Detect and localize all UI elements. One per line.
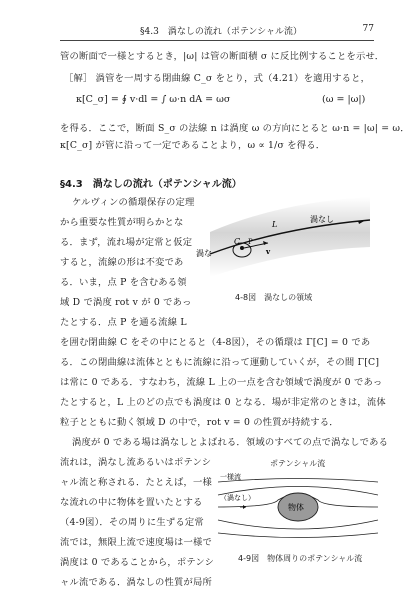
label-body: 物体 [288,503,304,512]
label-v: v [266,247,271,256]
point-P [240,246,244,250]
text-line: を囲む閉曲線 C をその中にとると（4-8図），その循環は Γ[C] = 0 であ [60,337,371,348]
label-whirl: 渦なし [310,215,334,224]
header-section-title: §4.3 渦なしの流れ（ポテンシャル流） [140,27,302,37]
text-line: たとすると，L 上のどの点でも渦度は 0 となる．場が非定常のときは，流体 [60,397,386,408]
text-line: ャル流である．渦なしの性質が局所 [60,577,212,588]
text-line: ケルヴィンの循環保存の定理 [72,197,195,208]
text-line: 管の断面で一様とするとき，|ω| は管の断面積 σ に反比例することを示せ． [60,51,385,62]
text-line: （4-9図）．その周りに生ずる定常 [60,517,204,528]
equation-body: κ[C_σ] = ∮ v·dl = ∫ ω·n dA = ωσ [76,94,231,105]
text-line: 渦度は 0 であることから，ポテンシ [60,557,215,568]
text-line: すると，流線の形は不変であ [60,257,184,268]
text-line: を得る．ここで，断面 S_σ の法線 n は渦度 ω の方向にとると ω·n = |ω| = ω． [60,123,410,134]
figure-4-8 [196,192,370,287]
equation-tag: (ω = |ω|) [322,94,366,105]
text-line: る．まず，流れ場が定常と仮定 [60,237,193,248]
streamline [218,479,378,483]
figure-4-9 [218,470,378,545]
header-rule [60,40,374,41]
text-line: たとする．点 P を通る流線 L [60,317,187,328]
figure-4-9-label-potential: ポテンシャル流 [270,459,326,468]
text-line: κ[C_σ] が管に沿って一定であることより，ω ∝ 1/σ を得る． [60,140,326,151]
streamline [218,533,378,538]
text-line: る．いま，点 P を含むある領 [60,277,187,288]
text-line: 流では，無限上流で速度場は一様で [60,537,212,548]
page-number: 77 [362,24,374,34]
section-heading: §4.3 渦なしの流れ（ポテンシャル流） [60,179,242,190]
equation [76,94,366,105]
text-line: 域 D で渦度 rot v が 0 であっ [60,297,192,308]
label-L: L [272,220,278,229]
label-uniform: 一様流 [220,473,241,481]
text-line: から重要な性質が明らかとな [60,217,184,228]
label-nowhirl-left: 渦な [196,249,212,258]
figure-4-8-caption: 4-8図 渦なしの領域 [235,293,313,302]
figure-4-9-caption: 4-9図 物体周りのポテンシャル流 [238,554,363,563]
label-P: P [248,238,253,246]
text-line: 流れは，渦なし流あるいはポテンシ [60,457,212,468]
flow-arrowhead [243,505,246,509]
text-line: 粒子とともに動く領域 D の中で，rot v = 0 の性質が持続する． [60,417,339,428]
text-line: ［解］ 渦管を一周する閉曲線 C_σ をとり，式（4.21）を適用すると， [64,73,371,84]
label-C: C [234,237,241,246]
text-line: ャル流と称される．たとえば，一様 [60,477,212,488]
text-line: 渦度が 0 である場は渦なしとよばれる．領域のすべての点で渦なしである [72,437,389,448]
label-nowhirl: （渦なし） [220,494,255,502]
text-line: は常に 0 である．すなわち，流線 L 上の一点を含む領域で渦度が 0 であっ [60,377,383,388]
text-line: な流れの中に物体を置いたとする [60,497,203,508]
running-header [60,24,374,38]
text-line: る．この閉曲線は流体とともに流線に沿って運動していくが，その間 Γ[C] [60,357,380,368]
